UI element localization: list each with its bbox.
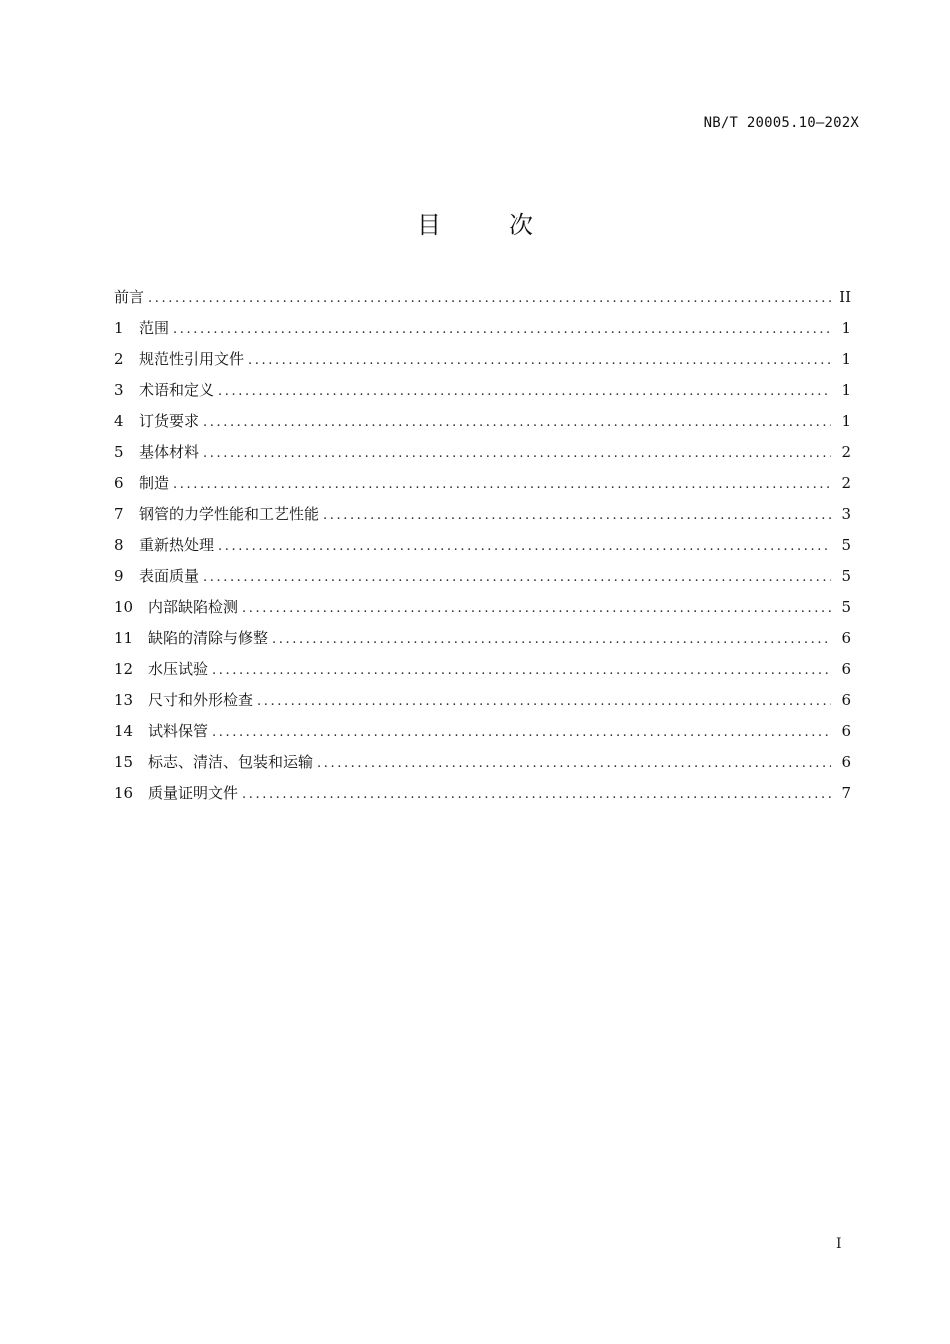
toc-entry-number: 16 xyxy=(114,784,134,802)
toc-dot-leader xyxy=(248,345,831,376)
toc-entry-page: 6 xyxy=(841,660,851,678)
toc-dot-leader xyxy=(323,500,831,531)
toc-entry-page: II xyxy=(839,288,851,306)
toc-entry-number: 12 xyxy=(114,660,134,678)
toc-entry-number: 8 xyxy=(114,536,124,554)
toc-dot-leader xyxy=(203,438,831,469)
toc-entry-7[interactable] xyxy=(114,499,851,530)
toc-entry-label: 基体材料 xyxy=(139,443,200,461)
toc-entry-page: 1 xyxy=(841,319,851,337)
toc-entry-11[interactable] xyxy=(114,623,851,654)
toc-entry-label: 质量证明文件 xyxy=(148,784,239,802)
toc-entry-number: 14 xyxy=(114,722,134,740)
toc-entry-9[interactable] xyxy=(114,561,851,592)
toc-entry-label: 前言 xyxy=(114,288,145,306)
toc-entry-number: 7 xyxy=(114,505,124,523)
toc-dot-leader xyxy=(218,376,831,407)
toc-entry-number: 4 xyxy=(114,412,124,430)
toc-entry-2[interactable] xyxy=(114,344,851,375)
toc-entry-label: 规范性引用文件 xyxy=(139,350,245,368)
toc-entry-label: 术语和定义 xyxy=(139,381,215,399)
page-number: I xyxy=(836,1236,842,1252)
toc-entry-label: 范围 xyxy=(139,319,170,337)
toc-entry-label: 标志、清洁、包装和运输 xyxy=(148,753,314,771)
toc-entry-number: 11 xyxy=(114,629,134,647)
toc-dot-leader xyxy=(218,531,831,562)
toc-entry-8[interactable] xyxy=(114,530,851,561)
toc-entry-number: 6 xyxy=(114,474,124,492)
toc-entry-page: 5 xyxy=(841,598,851,616)
toc-dot-leader xyxy=(203,407,831,438)
toc-dot-leader xyxy=(203,562,831,593)
toc-entry-label: 制造 xyxy=(139,474,170,492)
toc-entry-page: 5 xyxy=(841,567,851,585)
toc-entry-16[interactable] xyxy=(114,778,851,809)
toc-entry-page: 6 xyxy=(841,629,851,647)
toc-entry-label: 表面质量 xyxy=(139,567,200,585)
toc-entry-3[interactable] xyxy=(114,375,851,406)
toc-entry-number: 2 xyxy=(114,350,124,368)
toc-entry-13[interactable] xyxy=(114,685,851,716)
toc-entry-page: 1 xyxy=(841,412,851,430)
toc-entry-page: 6 xyxy=(841,691,851,709)
toc-entry-label: 尺寸和外形检查 xyxy=(148,691,254,709)
toc-entry-label: 重新热处理 xyxy=(139,536,215,554)
toc-entry-number: 1 xyxy=(114,319,124,337)
toc-dot-leader xyxy=(212,655,831,686)
toc-entry-page: 6 xyxy=(841,753,851,771)
toc-entry-page: 1 xyxy=(841,381,851,399)
toc-entry-page: 2 xyxy=(841,443,851,461)
toc-entry-1[interactable] xyxy=(114,313,851,344)
toc-entry-number: 13 xyxy=(114,691,134,709)
toc-entry-page: 7 xyxy=(841,784,851,802)
toc-entry-4[interactable] xyxy=(114,406,851,437)
toc-dot-leader xyxy=(272,624,831,655)
toc-entry-12[interactable] xyxy=(114,654,851,685)
toc-entry-label: 水压试验 xyxy=(148,660,209,678)
toc-entry-label: 试料保管 xyxy=(148,722,209,740)
toc-entry-foreword[interactable] xyxy=(114,282,851,313)
toc-entry-5[interactable] xyxy=(114,437,851,468)
toc-entry-page: 5 xyxy=(841,536,851,554)
toc-entry-number: 3 xyxy=(114,381,124,399)
toc-entry-label: 内部缺陷检测 xyxy=(148,598,239,616)
toc-title: 目 次 xyxy=(417,211,555,239)
toc-entry-10[interactable] xyxy=(114,592,851,623)
toc-dot-leader xyxy=(257,686,831,717)
document-code: NB/T 20005.10—202X xyxy=(703,115,859,131)
toc-dot-leader xyxy=(173,469,831,500)
toc-entry-label: 订货要求 xyxy=(139,412,200,430)
toc-dot-leader xyxy=(173,314,831,345)
toc-entry-page: 1 xyxy=(841,350,851,368)
toc-entry-label: 缺陷的清除与修整 xyxy=(148,629,269,647)
toc-entry-number: 15 xyxy=(114,753,134,771)
toc-entry-number: 5 xyxy=(114,443,124,461)
toc-entry-page: 2 xyxy=(841,474,851,492)
toc-entry-15[interactable] xyxy=(114,747,851,778)
toc-dot-leader xyxy=(148,283,831,314)
toc-entry-number: 10 xyxy=(114,598,134,616)
toc-dot-leader xyxy=(212,717,831,748)
toc-dot-leader xyxy=(242,779,831,810)
toc-entry-6[interactable] xyxy=(114,468,851,499)
toc-dot-leader xyxy=(317,748,831,779)
toc-dot-leader xyxy=(242,593,831,624)
toc-entry-label: 钢管的力学性能和工艺性能 xyxy=(139,505,320,523)
table-of-contents xyxy=(114,282,851,809)
toc-entry-14[interactable] xyxy=(114,716,851,747)
toc-entry-number: 9 xyxy=(114,567,124,585)
toc-entry-page: 3 xyxy=(841,505,851,523)
toc-entry-page: 6 xyxy=(841,722,851,740)
